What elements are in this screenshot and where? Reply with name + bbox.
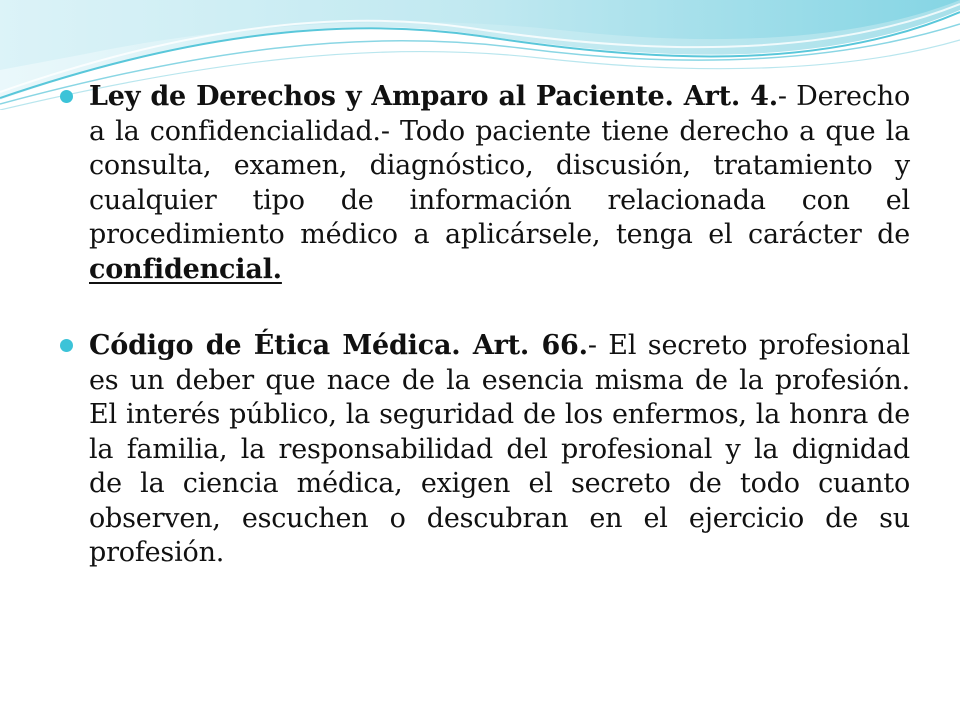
bullet-dot-icon [60, 90, 73, 103]
bullet-item-ley-derechos [60, 80, 910, 287]
bullet-lead: Ley de Derechos y Amparo al Paciente. Art. 4. [89, 81, 778, 112]
bullet-text: - El secreto profesional es un deber que nace de la esencia misma de la profesión. El interés público, la seguridad de los enfermos, la honra de la familia, la responsabilidad del profesional y la dignidad de la ciencia médica, exigen el secreto de todo cuanto observen, escuchen o descubran en el ejercicio de su profesión. [89, 330, 910, 568]
bullet-emphasis: confidencial. [89, 253, 282, 285]
bullet-lead: Código de Ética Médica. Art. 66. [89, 330, 588, 361]
bullet-dot-icon [60, 339, 73, 352]
bullet-item-codigo-etica [60, 329, 910, 571]
bullet-list [60, 80, 910, 571]
bullet-text: - Derecho a la confidencialidad.- Todo paciente tiene derecho a que la consulta, examen, diagnóstico, discusión, tratamiento y cualquier tipo de información relacionada con el procedimiento médico a aplicársele, tenga el carácter de [89, 81, 910, 250]
